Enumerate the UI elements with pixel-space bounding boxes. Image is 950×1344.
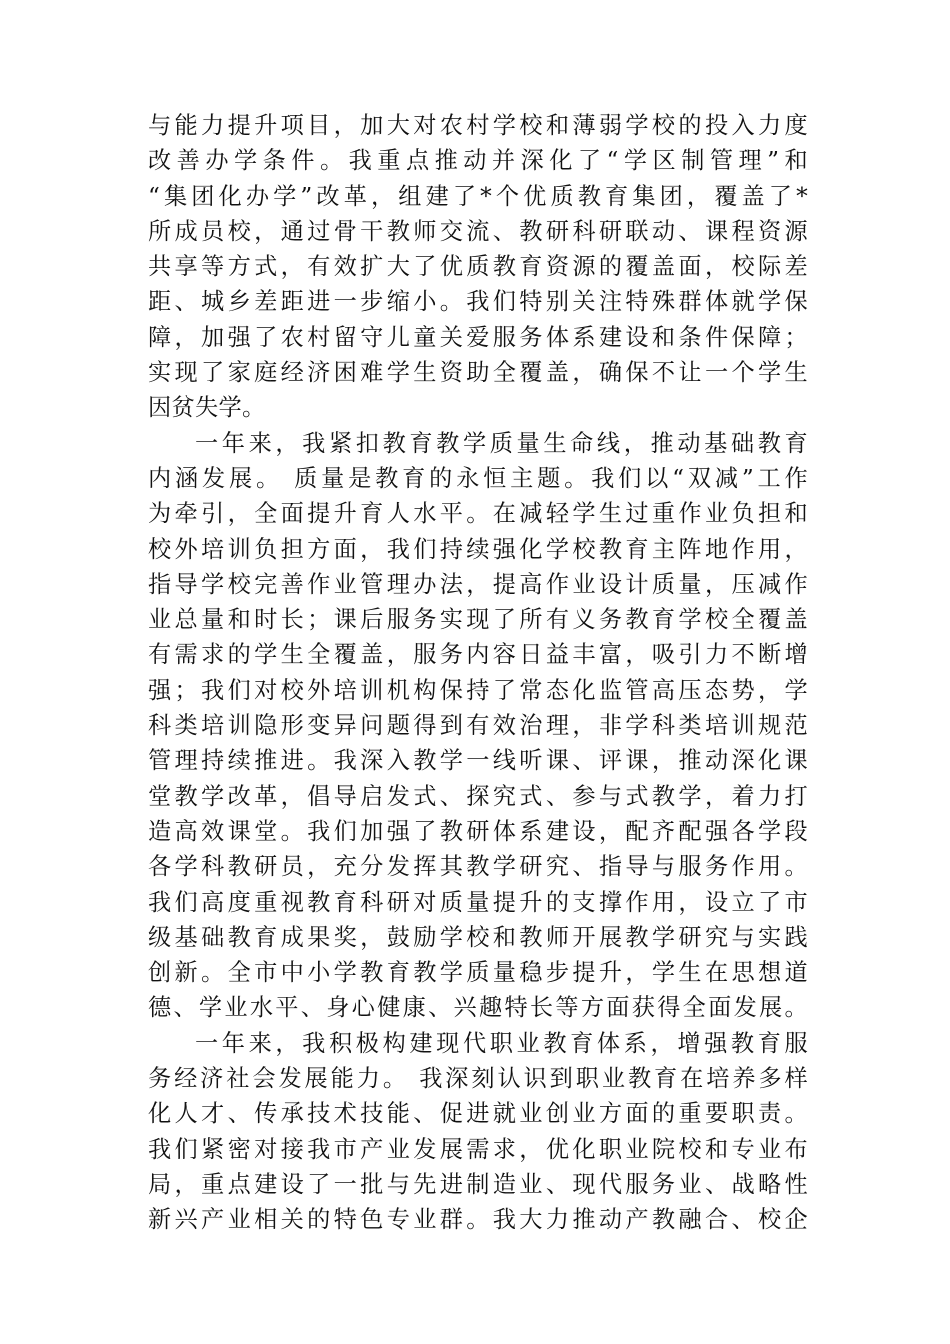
document-body [148, 108, 808, 1238]
text-line: 业总量和时长；课后服务实现了所有义务教育学校全覆盖 [148, 606, 808, 634]
text-line: 我们高度重视教育科研对质量提升的支撑作用，设立了市 [148, 888, 808, 916]
text-line: 化人才、传承技术技能、促进就业创业方面的重要职责。 [148, 1100, 808, 1128]
text-line: 为牵引，全面提升育人水平。在减轻学生过重作业负担和 [148, 500, 808, 528]
text-line: 造高效课堂。我们加强了教研体系建设，配齐配强各学段 [148, 817, 808, 845]
text-line: 与能力提升项目，加大对农村学校和薄弱学校的投入力度 [148, 112, 808, 139]
text-line: 一年来，我积极构建现代职业教育体系，增强教育服 [195, 1029, 808, 1057]
text-line: 障，加强了农村留守儿童关爱服务体系建设和条件保障； [148, 323, 808, 351]
text-line: 实现了家庭经济困难学生资助全覆盖，确保不让一个学生 [148, 359, 808, 387]
text-line: 改善办学条件。我重点推动并深化了“学区制管理”和 [148, 147, 808, 175]
text-line: 所成员校，通过骨干教师交流、教研科研联动、课程资源 [148, 217, 808, 245]
text-line: 创新。全市中小学教育教学质量稳步提升，学生在思想道 [148, 959, 808, 987]
text-line: 管理持续推进。我深入教学一线听课、评课，推动深化课 [148, 747, 808, 775]
text-line: 科类培训隐形变异问题得到有效治理，非学科类培训规范 [148, 712, 808, 740]
text-line: 局，重点建设了一批与先进制造业、现代服务业、战略性 [148, 1170, 808, 1198]
text-line: 级基础教育成果奖，鼓励学校和教师开展教学研究与实践 [148, 923, 808, 951]
text-line: 校外培训负担方面，我们持续强化学校教育主阵地作用， [148, 535, 808, 563]
text-line: 各学科教研员，充分发挥其教学研究、指导与服务作用。 [148, 853, 808, 881]
text-line: 强；我们对校外培训机构保持了常态化监管高压态势，学 [148, 676, 808, 704]
text-line: 内涵发展。 质量是教育的永恒主题。我们以“双减”工作 [148, 464, 808, 492]
text-line: “集团化办学”改革，组建了*个优质教育集团，覆盖了* [148, 182, 808, 210]
text-line: 共享等方式，有效扩大了优质教育资源的覆盖面，校际差 [148, 253, 808, 281]
text-line: 德、学业水平、身心健康、兴趣特长等方面获得全面发展。 [148, 994, 808, 1022]
text-line: 距、城乡差距进一步缩小。我们特别关注特殊群体就学保 [148, 288, 808, 316]
text-line: 新兴产业相关的特色专业群。我大力推动产教融合、校企 [148, 1206, 808, 1234]
text-line: 一年来，我紧扣教育教学质量生命线，推动基础教育 [195, 429, 808, 457]
text-line: 有需求的学生全覆盖，服务内容日益丰富，吸引力不断增 [148, 641, 808, 669]
text-line: 我们紧密对接我市产业发展需求，优化职业院校和专业布 [148, 1135, 808, 1163]
text-line: 因贫失学。 [148, 394, 266, 422]
text-line: 指导学校完善作业管理办法，提高作业设计质量，压减作 [148, 570, 808, 598]
text-line: 务经济社会发展能力。 我深刻认识到职业教育在培养多样 [148, 1065, 808, 1093]
text-line: 堂教学改革，倡导启发式、探究式、参与式教学，着力打 [148, 782, 808, 810]
